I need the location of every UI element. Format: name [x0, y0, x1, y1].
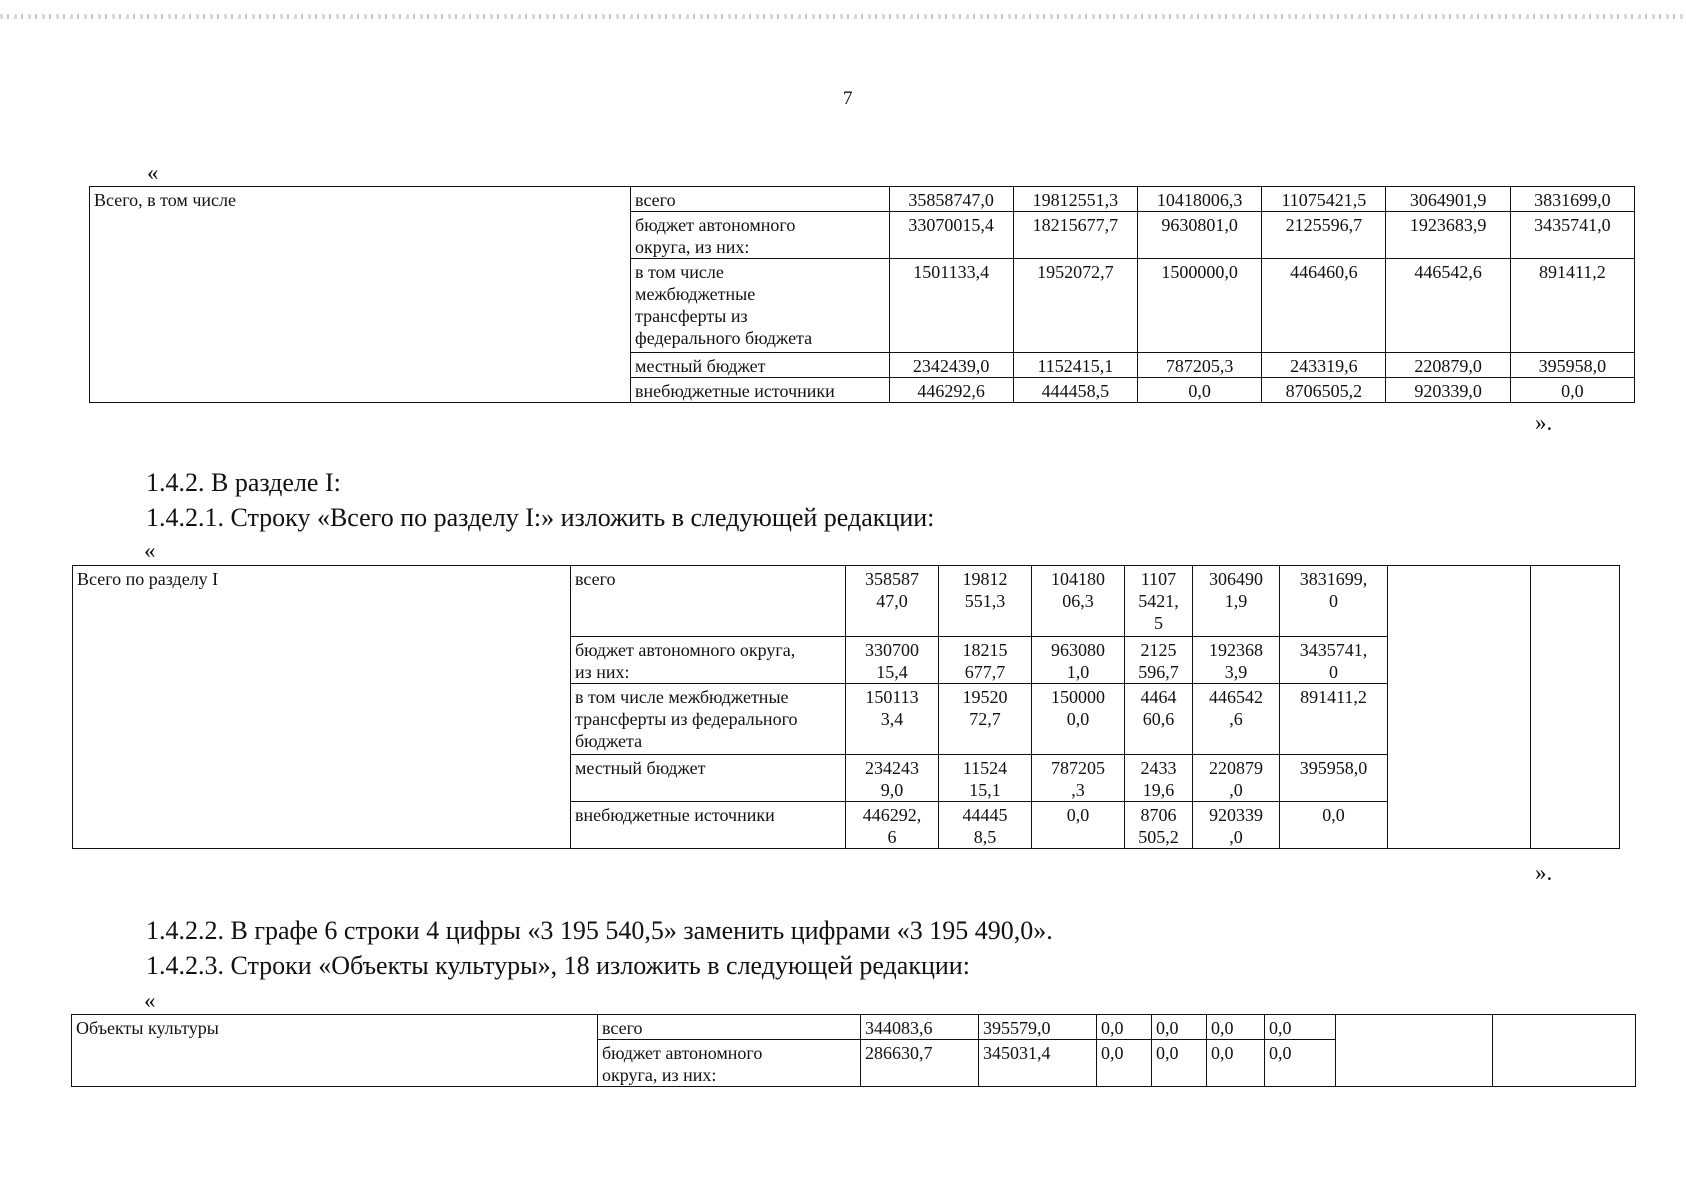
open-quote-2: «	[144, 538, 156, 563]
value-cell: 963080 1,0	[1032, 637, 1125, 684]
value-cell: 345031,4	[979, 1040, 1097, 1087]
value-cell: 3064901,9	[1386, 187, 1510, 212]
value-cell: 18215677,7	[1013, 212, 1137, 259]
value-cell: 0,0	[1280, 802, 1388, 849]
paragraph-1-4-2-2: 1.4.2.2. В графе 6 строки 4 цифры «3 195 540,5» заменить цифрами «3 195 490,0».	[146, 916, 1053, 945]
value-cell: 1952072,7	[1013, 259, 1137, 353]
value-cell: 444458,5	[1013, 378, 1137, 403]
table-culture-objects	[71, 1014, 1636, 1087]
value-cell: 19812551,3	[1013, 187, 1137, 212]
table-total-section-1	[72, 565, 1620, 849]
value-cell: 35858747,0	[889, 187, 1013, 212]
row-label: бюджет автономного округа, из них:	[571, 637, 846, 684]
value-cell: 19520 72,7	[939, 684, 1032, 755]
value-cell: 2433 19,6	[1125, 755, 1193, 802]
value-cell: 44445 8,5	[939, 802, 1032, 849]
value-cell: 0,0	[1138, 378, 1262, 403]
value-cell: 1500000,0	[1138, 259, 1262, 353]
row-label: местный бюджет	[571, 755, 846, 802]
open-quote-3: «	[144, 988, 156, 1013]
value-cell: 10418006,3	[1138, 187, 1262, 212]
section-heading-1-4-2: 1.4.2. В разделе I:	[146, 468, 341, 497]
value-cell: 150113 3,4	[846, 684, 939, 755]
value-cell: 4464 60,6	[1125, 684, 1193, 755]
value-cell: 330700 15,4	[846, 637, 939, 684]
row-label: местный бюджет	[631, 353, 890, 378]
paragraph-1-4-2-3: 1.4.2.3. Строки «Объекты культуры», 18 изложить в следующей редакции:	[146, 951, 970, 980]
value-cell: 8706 505,2	[1125, 802, 1193, 849]
close-quote-1: ».	[1535, 410, 1553, 435]
value-cell: 0,0	[1265, 1040, 1336, 1087]
value-cell: 0,0	[1152, 1040, 1207, 1087]
value-cell: 1107 5421, 5	[1125, 566, 1193, 637]
row-label: внебюджетные источники	[631, 378, 890, 403]
row-title: Объекты культуры	[72, 1015, 598, 1087]
table-row	[72, 1015, 1636, 1040]
value-cell: 8706505,2	[1262, 378, 1386, 403]
empty-cell	[1336, 1015, 1493, 1087]
value-cell: 395958,0	[1280, 755, 1388, 802]
value-cell: 9630801,0	[1138, 212, 1262, 259]
value-cell: 787205,3	[1138, 353, 1262, 378]
row-label: в том числе межбюджетные трансферты из федерального бюджета	[631, 259, 890, 353]
value-cell: 0,0	[1510, 378, 1634, 403]
value-cell: 920339 ,0	[1193, 802, 1280, 849]
empty-cell	[1493, 1015, 1636, 1087]
value-cell: 11075421,5	[1262, 187, 1386, 212]
row-label: в том числе межбюджетные трансферты из федерального бюджета	[571, 684, 846, 755]
row-label: бюджет автономного округа, из них:	[631, 212, 890, 259]
value-cell: 787205 ,3	[1032, 755, 1125, 802]
row-label: всего	[571, 566, 846, 637]
value-cell: 395958,0	[1510, 353, 1634, 378]
value-cell: 33070015,4	[889, 212, 1013, 259]
value-cell: 243319,6	[1262, 353, 1386, 378]
value-cell: 0,0	[1032, 802, 1125, 849]
empty-cell	[1388, 566, 1531, 849]
value-cell: 220879 ,0	[1193, 755, 1280, 802]
value-cell: 286630,7	[861, 1040, 979, 1087]
row-label: внебюджетные источники	[571, 802, 846, 849]
value-cell: 446292,6	[889, 378, 1013, 403]
value-cell: 446292, 6	[846, 802, 939, 849]
value-cell: 395579,0	[979, 1015, 1097, 1040]
value-cell: 0,0	[1207, 1015, 1265, 1040]
value-cell: 0,0	[1152, 1015, 1207, 1040]
value-cell: 220879,0	[1386, 353, 1510, 378]
value-cell: 0,0	[1207, 1040, 1265, 1087]
row-label: всего	[631, 187, 890, 212]
value-cell: 0,0	[1265, 1015, 1336, 1040]
open-quote-1: «	[147, 160, 159, 185]
value-cell: 150000 0,0	[1032, 684, 1125, 755]
value-cell: 920339,0	[1386, 378, 1510, 403]
value-cell: 234243 9,0	[846, 755, 939, 802]
value-cell: 104180 06,3	[1032, 566, 1125, 637]
table-row	[90, 187, 1635, 212]
value-cell: 344083,6	[861, 1015, 979, 1040]
value-cell: 3435741,0	[1510, 212, 1634, 259]
scan-edge-artifact	[0, 14, 1686, 19]
value-cell: 3435741, 0	[1280, 637, 1388, 684]
value-cell: 11524 15,1	[939, 755, 1032, 802]
row-label: всего	[598, 1015, 861, 1040]
value-cell: 19812 551,3	[939, 566, 1032, 637]
value-cell: 358587 47,0	[846, 566, 939, 637]
value-cell: 1152415,1	[1013, 353, 1137, 378]
value-cell: 2342439,0	[889, 353, 1013, 378]
value-cell: 3831699, 0	[1280, 566, 1388, 637]
value-cell: 192368 3,9	[1193, 637, 1280, 684]
value-cell: 18215 677,7	[939, 637, 1032, 684]
row-title: Всего, в том числе	[90, 187, 631, 403]
value-cell: 2125 596,7	[1125, 637, 1193, 684]
table-row	[73, 566, 1620, 637]
empty-cell	[1531, 566, 1620, 849]
value-cell: 891411,2	[1510, 259, 1634, 353]
value-cell: 446460,6	[1262, 259, 1386, 353]
row-label: бюджет автономного округа, из них:	[598, 1040, 861, 1087]
value-cell: 2125596,7	[1262, 212, 1386, 259]
value-cell: 1501133,4	[889, 259, 1013, 353]
close-quote-2: ».	[1535, 860, 1553, 885]
page-number: 7	[843, 88, 853, 109]
value-cell: 306490 1,9	[1193, 566, 1280, 637]
value-cell: 891411,2	[1280, 684, 1388, 755]
value-cell: 1923683,9	[1386, 212, 1510, 259]
table-total-including	[89, 186, 1635, 403]
row-title: Всего по разделу I	[73, 566, 571, 849]
value-cell: 0,0	[1097, 1040, 1152, 1087]
value-cell: 0,0	[1097, 1015, 1152, 1040]
value-cell: 446542,6	[1386, 259, 1510, 353]
paragraph-1-4-2-1: 1.4.2.1. Строку «Всего по разделу I:» изложить в следующей редакции:	[146, 503, 935, 532]
value-cell: 446542 ,6	[1193, 684, 1280, 755]
value-cell: 3831699,0	[1510, 187, 1634, 212]
